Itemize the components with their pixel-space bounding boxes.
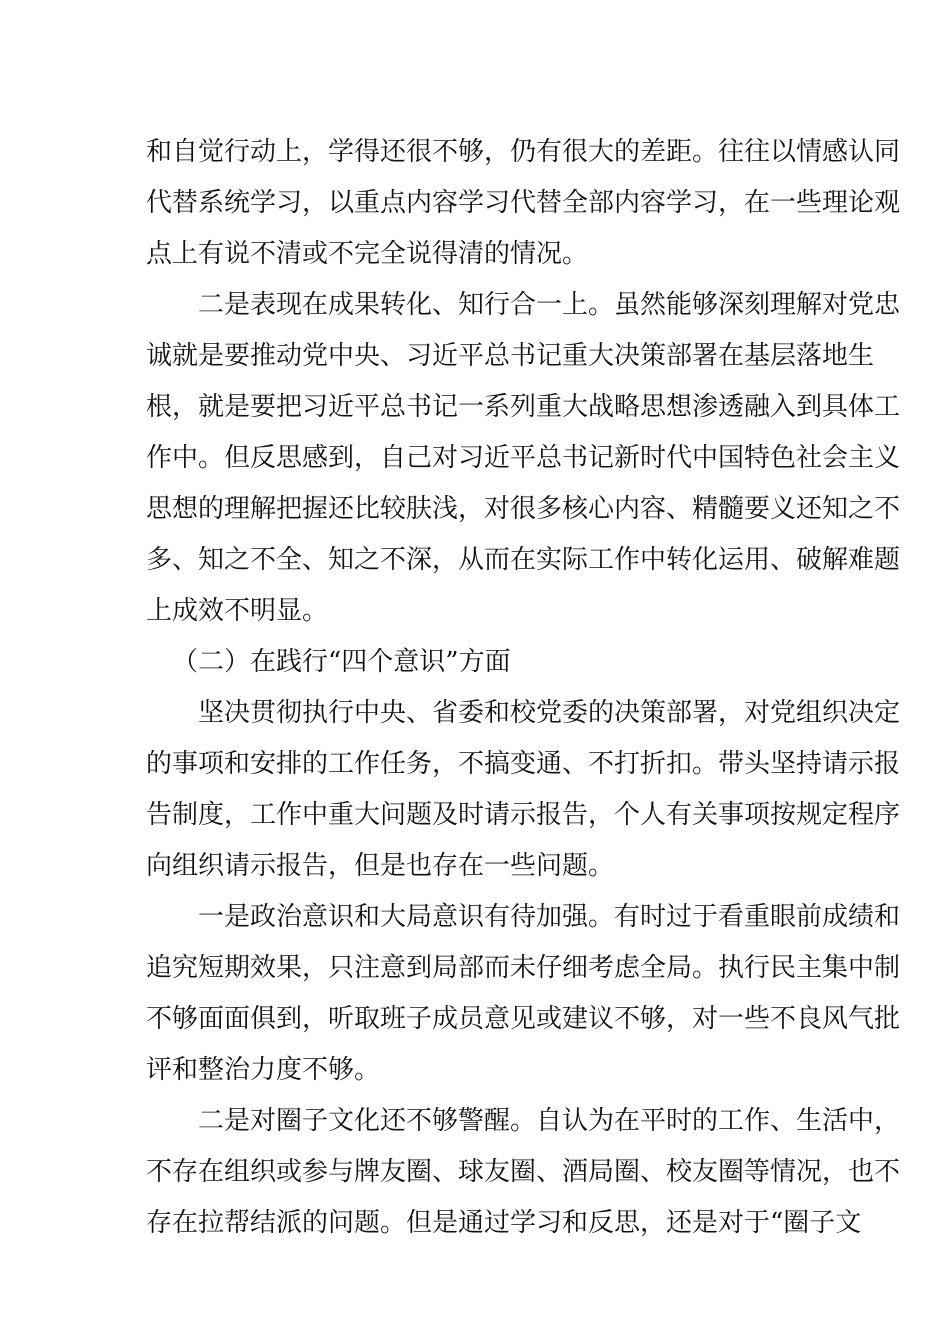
paragraph-first-line: 一是政治意识和大局意识有待加强。有时过于看重眼前成绩和 <box>198 902 901 932</box>
paragraph-first-line: 二是对圈子文化还不够警醒。自认为在平时的工作、生活中， <box>198 1106 901 1136</box>
text-line: 不存在组织或参与牌友圈、球友圈、酒局圈、校友圈等情况，也不 <box>146 1157 901 1187</box>
text-line: 向组织请示报告，但是也存在一些问题。 <box>146 851 615 881</box>
text-line: 评和整治力度不够。 <box>146 1055 381 1085</box>
text-line: 根，就是要把习近平总书记一系列重大战略思想渗透融入到具体工 <box>146 392 901 422</box>
text-line: 不够面面俱到，听取班子成员意见或建议不够，对一些不良风气批 <box>146 1004 901 1034</box>
text-line: 上成效不明显。 <box>146 596 329 626</box>
paragraph-first-line: 二是表现在成果转化、知行合一上。虽然能够深刻理解对党忠 <box>198 290 901 320</box>
text-line: 和自觉行动上，学得还很不够，仍有很大的差距。往往以情感认同 <box>146 137 901 167</box>
text-line: 追究短期效果，只注意到局部而未仔细考虑全局。执行民主集中制 <box>146 953 901 983</box>
paragraph-first-line: 坚决贯彻执行中央、省委和校党委的决策部署，对党组织决定 <box>198 698 901 728</box>
text-line: 点上有说不清或不完全说得清的情况。 <box>146 239 589 269</box>
text-line: 告制度，工作中重大问题及时请示报告，个人有关事项按规定程序 <box>146 800 901 830</box>
text-line: 多、知之不全、知之不深，从而在实际工作中转化运用、破解难题 <box>146 545 901 575</box>
text-line: 诚就是要推动党中央、习近平总书记重大决策部署在基层落地生 <box>146 341 875 371</box>
text-line: 思想的理解把握还比较肤浅，对很多核心内容、精髓要义还知之不 <box>146 494 901 524</box>
text-line: 代替系统学习，以重点内容学习代替全部内容学习，在一些理论观 <box>146 188 901 218</box>
section-heading: （二）在践行“四个意识”方面 <box>172 647 511 677</box>
text-line: 的事项和安排的工作任务，不搞变通、不打折扣。带头坚持请示报 <box>146 749 901 779</box>
text-line: 存在拉帮结派的问题。但是通过学习和反思，还是对于“圈子文 <box>146 1208 862 1238</box>
text-line: 作中。但反思感到，自己对习近平总书记新时代中国特色社会主义 <box>146 443 901 473</box>
